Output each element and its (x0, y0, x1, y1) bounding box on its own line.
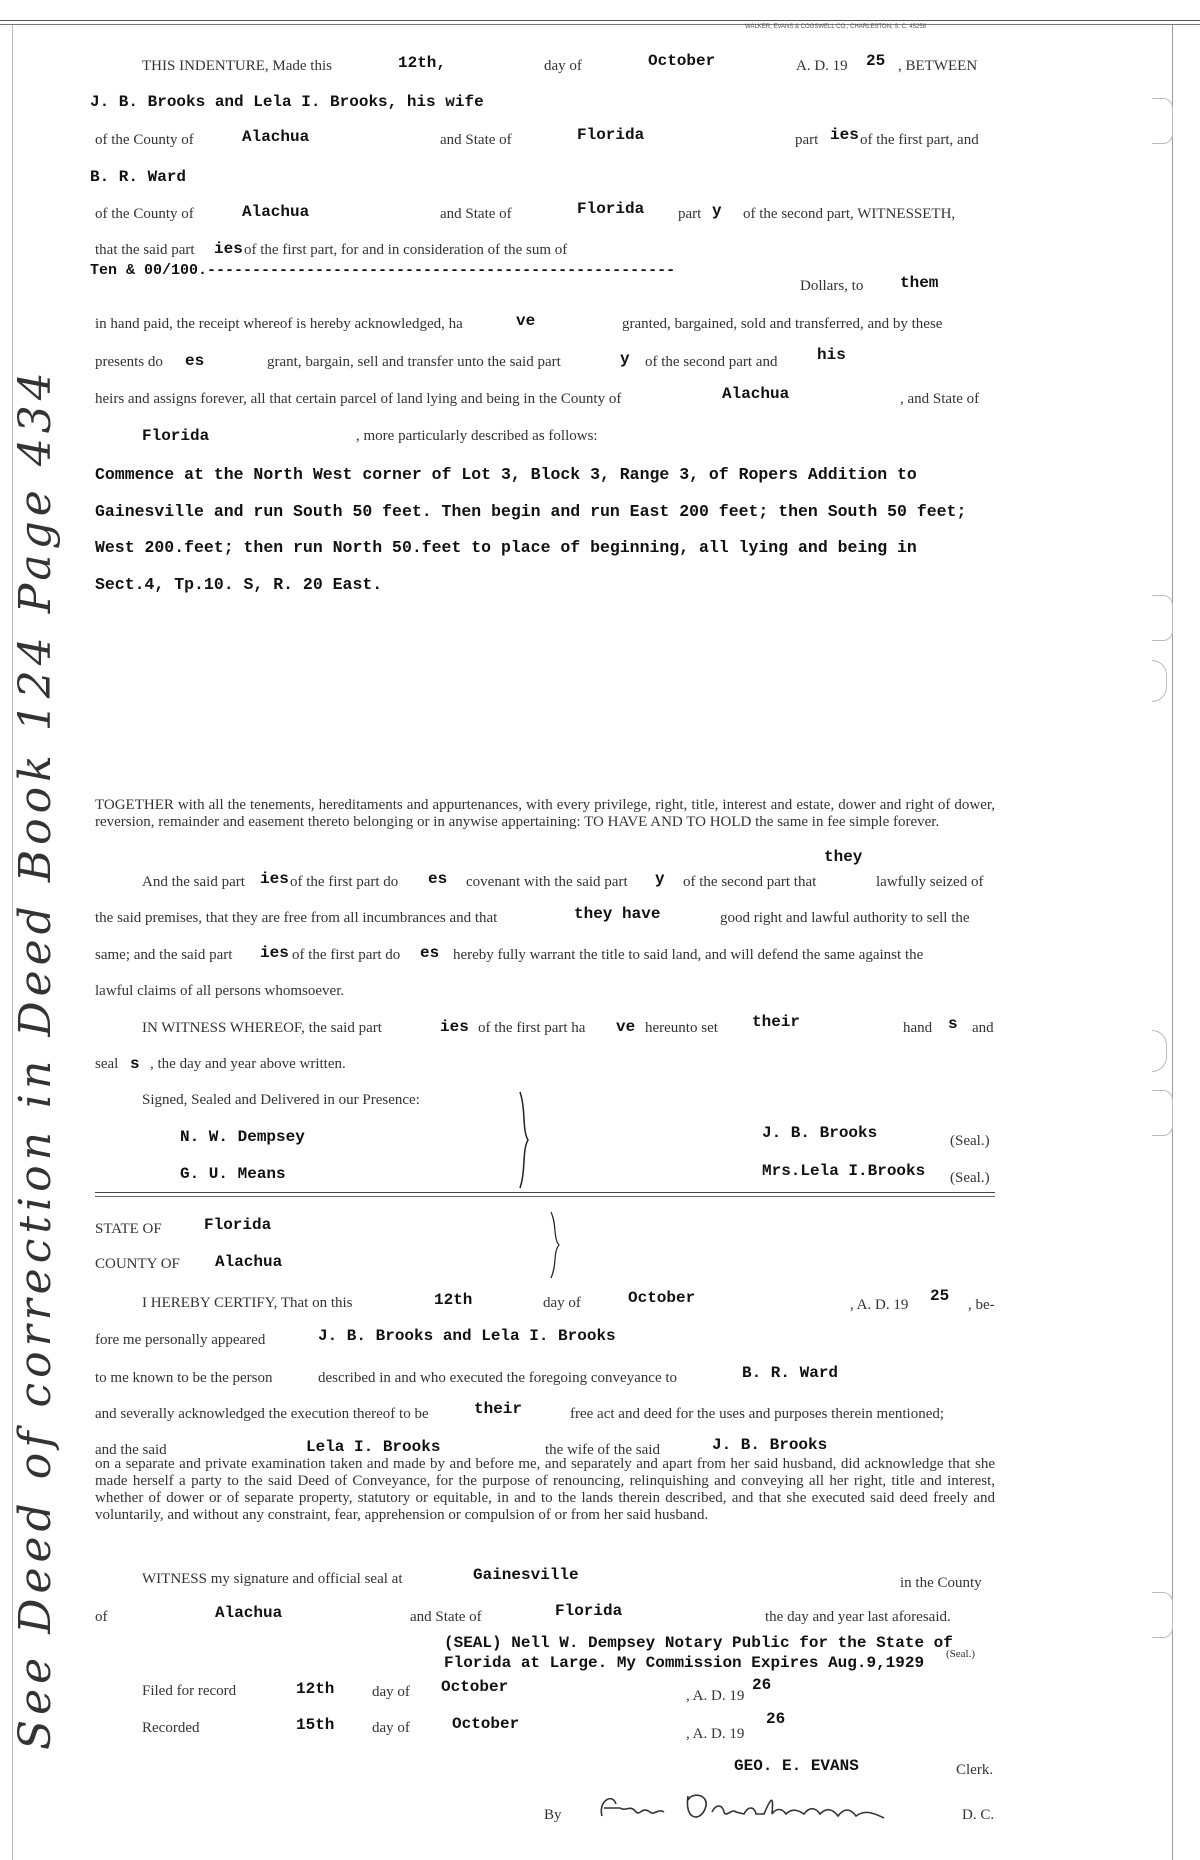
notary-statement: Florida at Large. My Commission Expires Aug.9,1929 (444, 1654, 925, 1672)
ack-wife: Lela I. Brooks (306, 1438, 441, 1456)
signer-name: Mrs.Lela I.Brooks (762, 1162, 926, 1180)
top-rule (0, 20, 1200, 21)
party2-state: Florida (577, 200, 645, 218)
ack-state-label: STATE OF (95, 1221, 162, 1237)
state-label: and State of (440, 132, 512, 148)
section-divider (95, 1196, 995, 1197)
ack-year: 25 (930, 1287, 950, 1305)
heirs-text: heirs and assigns forever, all that certain parcel of land lying and being in the County of (95, 391, 622, 407)
indenture-day: 12th, (398, 54, 447, 72)
notary-county: Alachua (215, 1604, 283, 1622)
witness-clause: and (972, 1020, 994, 1036)
binder-hole (1152, 98, 1173, 144)
heirs-text: , more particularly described as follows: (356, 428, 598, 444)
binder-hole (1152, 1592, 1173, 1638)
ad-label: , A. D. 19 (686, 1726, 745, 1742)
legal-description-line: West 200.feet; then run North 50.feet to place of beginning, all lying and being in (95, 538, 917, 557)
receipt-text: in hand paid, the receipt whereof is hereby acknowledged, ha (95, 316, 463, 332)
binder-hole (1152, 660, 1167, 702)
presence-label: Signed, Sealed and Delivered in our Presence: (142, 1092, 420, 1108)
receipt-text: granted, bargained, sold and transferred, and by these (622, 316, 943, 332)
part-suffix: ies (214, 240, 243, 258)
legal-description-line: Sect.4, Tp.10. S, R. 20 East. (95, 575, 383, 594)
recorded-day: 15th (296, 1716, 335, 1734)
right-border (1172, 25, 1173, 1860)
first-part-label: of the first part, and (860, 132, 979, 148)
certify-text: , be- (968, 1297, 995, 1313)
verb-suffix: ve (516, 312, 536, 330)
binder-hole (1152, 1090, 1173, 1136)
covenant-text: the said premises, that they are free from all incumbrances and that (95, 910, 498, 926)
dc-label: D. C. (962, 1807, 995, 1823)
notary-seal: (Seal.) (946, 1648, 976, 1660)
margin-handwritten-note: See Deed of correction in Deed Book 124 Page 434 (10, 367, 61, 1750)
witness-clause: seal (95, 1056, 119, 1072)
notary-witness-text: the day and year last aforesaid. (765, 1609, 951, 1625)
heirs-text: , and State of (900, 391, 980, 407)
consideration-text: that the said part (95, 242, 195, 258)
party-second: B. R. Ward (90, 168, 187, 186)
witnesseth-label: of the second part, WITNESSETH, (743, 206, 956, 222)
indenture-month: October (648, 52, 716, 70)
habendum-clause: TOGETHER with all the tenements, hereditaments and appurtenances, with every privilege, right, title, interest and estate, dower and right of dower, reversion, remainder and easement thereto belonging or in anywise appertaining: TO HAVE AND TO HOLD the same in fee simple forever. (95, 797, 995, 830)
notary-statement: (SEAL) Nell W. Dempsey Notary Public for the State of (444, 1634, 953, 1652)
witness-clause: of the first part ha (478, 1020, 586, 1036)
part-suffix: y (712, 202, 722, 220)
filed-month: October (441, 1678, 509, 1696)
covenant-text: lawfully seized of (876, 874, 984, 890)
ack-state: Florida (204, 1216, 272, 1234)
plural-suffix: s (130, 1055, 140, 1073)
witness-name: N. W. Dempsey (180, 1128, 305, 1146)
county-label: of the County of (95, 206, 194, 222)
certify-text: I HEREBY CERTIFY, That on this (142, 1295, 353, 1311)
indenture-intro: THIS INDENTURE, Made this (142, 58, 332, 74)
legal-description-line: Commence at the North West corner of Lot 3, Block 3, Range 3, of Ropers Addition to (95, 465, 917, 484)
witness-clause: , the day and year above written. (150, 1056, 346, 1072)
filed-day: 12th (296, 1680, 335, 1698)
certify-text: day of (543, 1295, 581, 1311)
notary-witness-text: in the County (900, 1575, 982, 1591)
party2-county: Alachua (242, 203, 310, 221)
ack-brace (545, 1210, 569, 1280)
seal-label: (Seal.) (950, 1170, 990, 1186)
legal-description-line: Gainesville and run South 50 feet. Then begin and run East 200 feet; then South 50 feet; (95, 502, 967, 521)
section-divider (95, 1192, 995, 1193)
ad-label: A. D. 19 (796, 58, 848, 74)
witness-clause: hand (903, 1020, 933, 1036)
part-label: part (795, 132, 819, 148)
ack-persons: J. B. Brooks and Lela I. Brooks (318, 1327, 616, 1345)
state-label: and State of (440, 206, 512, 222)
notary-witness-text: and State of (410, 1609, 482, 1625)
certify-text: the wife of the said (545, 1442, 660, 1458)
party1-county: Alachua (242, 128, 310, 146)
heirs-county: Alachua (722, 385, 790, 403)
verb-suffix: es (428, 870, 448, 888)
covenant-text: lawful claims of all persons whomsoever. (95, 983, 345, 999)
ack-day: 12th (434, 1291, 473, 1309)
county-label: of the County of (95, 132, 194, 148)
presents-text: of the second part and (645, 354, 778, 370)
ack-grantee: B. R. Ward (742, 1364, 839, 1382)
part-suffix: ies (260, 944, 289, 962)
certify-text: described in and who executed the foregoing conveyance to (318, 1370, 678, 1386)
notary-witness-text: of (95, 1609, 108, 1625)
sum-amount: Ten & 00/100.---------------------------------------------------- (90, 262, 676, 279)
ack-their: their (474, 1400, 523, 1418)
indenture-year: 25 (866, 52, 886, 70)
recorded-label: Recorded (142, 1720, 200, 1736)
certify-text: and the said (95, 1442, 167, 1458)
certify-text: and severally acknowledged the execution thereof to be (95, 1406, 429, 1422)
party-first: J. B. Brooks and Lela I. Brooks, his wife (90, 93, 484, 111)
between-label: , BETWEEN (898, 58, 978, 74)
payee: them (900, 274, 939, 292)
certify-text: free act and deed for the uses and purposes therein mentioned; (570, 1406, 945, 1422)
grantee-pronoun: his (817, 346, 846, 364)
part-suffix: y (620, 350, 630, 368)
signer-name: J. B. Brooks (762, 1124, 878, 1142)
covenant-text: And the said part (142, 874, 245, 890)
notary-state: Florida (555, 1602, 623, 1620)
covenant-text: hereby fully warrant the title to said land, and will defend the same against the (453, 947, 924, 963)
part-suffix: ies (440, 1018, 469, 1036)
part-label: part (678, 206, 702, 222)
certify-text: fore me personally appeared (95, 1332, 266, 1348)
covenant-text: of the second part that (683, 874, 817, 890)
ack-county-label: COUNTY OF (95, 1256, 180, 1272)
notary-city: Gainesville (473, 1566, 579, 1584)
recorded-year: 26 (766, 1710, 786, 1728)
covenant-fill: they have (574, 905, 661, 923)
by-label: By (544, 1807, 562, 1823)
covenant-text: of the first part do (292, 947, 401, 963)
ack-husband: J. B. Brooks (712, 1436, 828, 1454)
day-of-label: day of (372, 1720, 410, 1736)
part-suffix: y (655, 870, 665, 888)
notary-witness-text: WITNESS my signature and official seal at (142, 1571, 403, 1587)
clerk-label: Clerk. (956, 1762, 994, 1778)
binder-hole (1152, 595, 1173, 641)
covenant-text: good right and lawful authority to sell the (720, 910, 970, 926)
printer-imprint: WALKER, EVANS & COGSWELL CO., CHARLESTON, S. C. 45258 (745, 24, 927, 30)
witness-clause: IN WITNESS WHEREOF, the said part (142, 1020, 382, 1036)
part-suffix: ies (830, 126, 859, 144)
presents-text: grant, bargain, sell and transfer unto the said part (267, 354, 561, 370)
party1-state: Florida (577, 126, 645, 144)
covenant-text: of the first part do (290, 874, 399, 890)
filed-label: Filed for record (142, 1683, 237, 1699)
covenant-they: they (824, 848, 863, 866)
plural-suffix: s (948, 1015, 958, 1033)
witness-their: their (752, 1013, 801, 1031)
heirs-state: Florida (142, 427, 210, 445)
day-of-label: day of (544, 58, 582, 74)
covenant-text: same; and the said part (95, 947, 233, 963)
verb-suffix: ve (616, 1018, 636, 1036)
covenant-text: covenant with the said part (466, 874, 628, 890)
dollars-label: Dollars, to (800, 278, 864, 294)
wife-examination-text: on a separate and private examination taken and made by and before me, and separately and apart from her said husband, did acknowledge that she made herself a party to the said Deed of Conveyance, for the purpose of renouncing, relinquishing and conveying all her right, title and interest, whether of dower or of separate property, statutory or equitable, in and to the lands therein described, and that she executed said deed freely and voluntarily, and without any constraint, fear, apprehension or compulsion of or from her said husband. (95, 1456, 995, 1523)
ack-county: Alachua (215, 1253, 283, 1271)
deputy-clerk-signature (594, 1782, 904, 1832)
presents-text: presents do (95, 354, 163, 370)
top-rule-2 (0, 24, 1200, 25)
clerk-name: GEO. E. EVANS (734, 1757, 859, 1775)
signature-brace (510, 1090, 540, 1190)
filed-year: 26 (752, 1676, 772, 1694)
recorded-month: October (452, 1715, 520, 1733)
part-suffix: ies (260, 870, 289, 888)
day-of-label: day of (372, 1684, 410, 1700)
certify-text: to me known to be the person (95, 1370, 273, 1386)
witness-name: G. U. Means (180, 1165, 286, 1183)
seal-label: (Seal.) (950, 1133, 990, 1149)
consideration-text: of the first part, for and in consideration of the sum of (244, 242, 568, 258)
witness-clause: hereunto set (645, 1020, 718, 1036)
verb-suffix: es (420, 944, 440, 962)
ack-month: October (628, 1289, 696, 1307)
ad-label: , A. D. 19 (686, 1688, 745, 1704)
verb-suffix: es (185, 352, 205, 370)
binder-hole (1152, 1030, 1167, 1072)
certify-text: , A. D. 19 (850, 1297, 909, 1313)
